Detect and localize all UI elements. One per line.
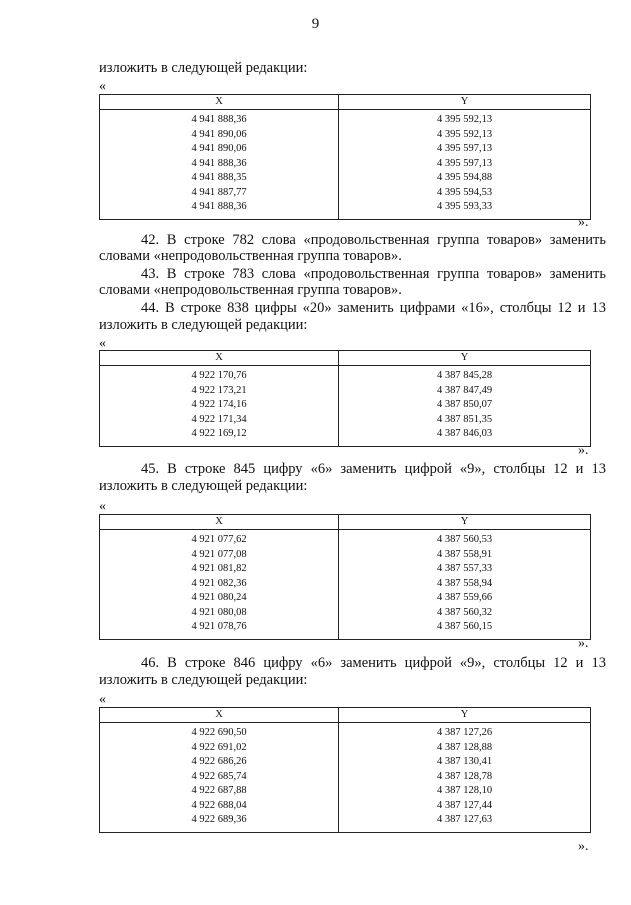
cell-x: 4 922 169,12	[100, 427, 339, 446]
cell-x: 4 941 890,06	[100, 142, 339, 157]
cell-x: 4 922 170,76	[100, 366, 339, 384]
close-quote-1: ».	[578, 215, 589, 230]
cell-x: 4 922 690,50	[100, 723, 339, 741]
cell-y: 4 387 128,10	[339, 784, 591, 799]
table-header-x: X	[100, 351, 339, 366]
cell-x: 4 921 077,62	[100, 530, 339, 548]
open-quote-4: «	[99, 692, 106, 707]
table-row	[100, 723, 591, 741]
table-header-y: Y	[339, 708, 591, 723]
close-quote-3: ».	[578, 636, 589, 651]
table-row	[100, 200, 591, 219]
cell-x: 4 941 888,35	[100, 171, 339, 186]
cell-y: 4 395 593,33	[339, 200, 591, 219]
coords-table-1	[99, 94, 591, 220]
cell-y: 4 387 127,26	[339, 723, 591, 741]
cell-y: 4 387 558,91	[339, 548, 591, 563]
coords-table-4	[99, 707, 591, 833]
cell-y: 4 387 560,32	[339, 606, 591, 621]
paragraph-44-line-1: 44. В строке 838 цифры «20» заменить цифрами «16», столбцы 12 и 13	[141, 300, 606, 316]
table-row	[100, 128, 591, 143]
open-quote-1: «	[99, 79, 106, 94]
table-row	[100, 157, 591, 172]
cell-x: 4 922 689,36	[100, 813, 339, 832]
cell-x: 4 941 890,06	[100, 128, 339, 143]
cell-y: 4 395 592,13	[339, 110, 591, 128]
cell-y: 4 395 597,13	[339, 142, 591, 157]
table-row	[100, 606, 591, 621]
cell-y: 4 395 597,13	[339, 157, 591, 172]
table-header-y: Y	[339, 515, 591, 530]
table-row	[100, 171, 591, 186]
paragraph-42-line-2: словами «непродовольственная группа товаров».	[99, 248, 402, 264]
table-row	[100, 427, 591, 446]
coords-table-3	[99, 514, 591, 640]
cell-y: 4 387 850,07	[339, 398, 591, 413]
table-row	[100, 142, 591, 157]
cell-x: 4 922 686,26	[100, 755, 339, 770]
table-row	[100, 591, 591, 606]
paragraph-43-line-1: 43. В строке 783 слова «продовольственная группа товаров» заменить	[141, 266, 606, 282]
table-header-x: X	[100, 515, 339, 530]
paragraph-45-line-1: 45. В строке 845 цифру «6» заменить цифрой «9», столбцы 12 и 13	[141, 461, 606, 477]
cell-y: 4 387 846,03	[339, 427, 591, 446]
open-quote-3: «	[99, 499, 106, 514]
cell-x: 4 922 173,21	[100, 384, 339, 399]
table-row	[100, 384, 591, 399]
table-row	[100, 366, 591, 384]
cell-x: 4 941 887,77	[100, 186, 339, 201]
cell-x: 4 921 080,08	[100, 606, 339, 621]
table-row	[100, 813, 591, 832]
table-row	[100, 562, 591, 577]
table-header-x: X	[100, 708, 339, 723]
cell-y: 4 395 592,13	[339, 128, 591, 143]
intro-line: изложить в следующей редакции:	[99, 60, 308, 76]
paragraph-42-line-1: 42. В строке 782 слова «продовольственная группа товаров» заменить	[141, 232, 606, 248]
cell-y: 4 387 127,63	[339, 813, 591, 832]
cell-x: 4 941 888,36	[100, 200, 339, 219]
cell-y: 4 387 557,33	[339, 562, 591, 577]
cell-x: 4 921 082,36	[100, 577, 339, 592]
cell-y: 4 387 128,88	[339, 741, 591, 756]
cell-x: 4 921 080,24	[100, 591, 339, 606]
cell-y: 4 387 559,66	[339, 591, 591, 606]
cell-y: 4 387 558,94	[339, 577, 591, 592]
page-number: 9	[311, 16, 320, 32]
table-row	[100, 548, 591, 563]
cell-x: 4 922 685,74	[100, 770, 339, 785]
table-row	[100, 110, 591, 128]
cell-x: 4 941 888,36	[100, 157, 339, 172]
table-row	[100, 799, 591, 814]
close-quote-4: ».	[578, 839, 589, 854]
coords-table-2	[99, 350, 591, 447]
table-row	[100, 398, 591, 413]
cell-y: 4 387 560,53	[339, 530, 591, 548]
table-row	[100, 770, 591, 785]
cell-y: 4 387 128,78	[339, 770, 591, 785]
cell-y: 4 387 851,35	[339, 413, 591, 428]
cell-x: 4 941 888,36	[100, 110, 339, 128]
table-row	[100, 577, 591, 592]
table-row	[100, 741, 591, 756]
paragraph-43-line-2: словами «непродовольственная группа товаров».	[99, 282, 402, 298]
close-quote-2: ».	[578, 443, 589, 458]
table-row	[100, 186, 591, 201]
table-row	[100, 530, 591, 548]
paragraph-44-line-2: изложить в следующей редакции:	[99, 317, 308, 333]
cell-x: 4 921 077,08	[100, 548, 339, 563]
cell-x: 4 922 687,88	[100, 784, 339, 799]
cell-x: 4 922 688,04	[100, 799, 339, 814]
table-header-x: X	[100, 95, 339, 110]
table-header-y: Y	[339, 95, 591, 110]
table-row	[100, 413, 591, 428]
open-quote-2: «	[99, 336, 106, 351]
table-row	[100, 784, 591, 799]
cell-x: 4 922 174,16	[100, 398, 339, 413]
cell-y: 4 387 845,28	[339, 366, 591, 384]
cell-x: 4 921 081,82	[100, 562, 339, 577]
cell-y: 4 387 130,41	[339, 755, 591, 770]
cell-y: 4 387 847,49	[339, 384, 591, 399]
table-header-y: Y	[339, 351, 591, 366]
cell-x: 4 921 078,76	[100, 620, 339, 639]
paragraph-46-line-1: 46. В строке 846 цифру «6» заменить цифрой «9», столбцы 12 и 13	[141, 655, 606, 671]
cell-x: 4 922 171,34	[100, 413, 339, 428]
table-row	[100, 620, 591, 639]
cell-y: 4 395 594,88	[339, 171, 591, 186]
paragraph-45-line-2: изложить в следующей редакции:	[99, 478, 308, 494]
cell-x: 4 922 691,02	[100, 741, 339, 756]
cell-y: 4 395 594,53	[339, 186, 591, 201]
table-row	[100, 755, 591, 770]
paragraph-46-line-2: изложить в следующей редакции:	[99, 672, 308, 688]
cell-y: 4 387 560,15	[339, 620, 591, 639]
cell-y: 4 387 127,44	[339, 799, 591, 814]
